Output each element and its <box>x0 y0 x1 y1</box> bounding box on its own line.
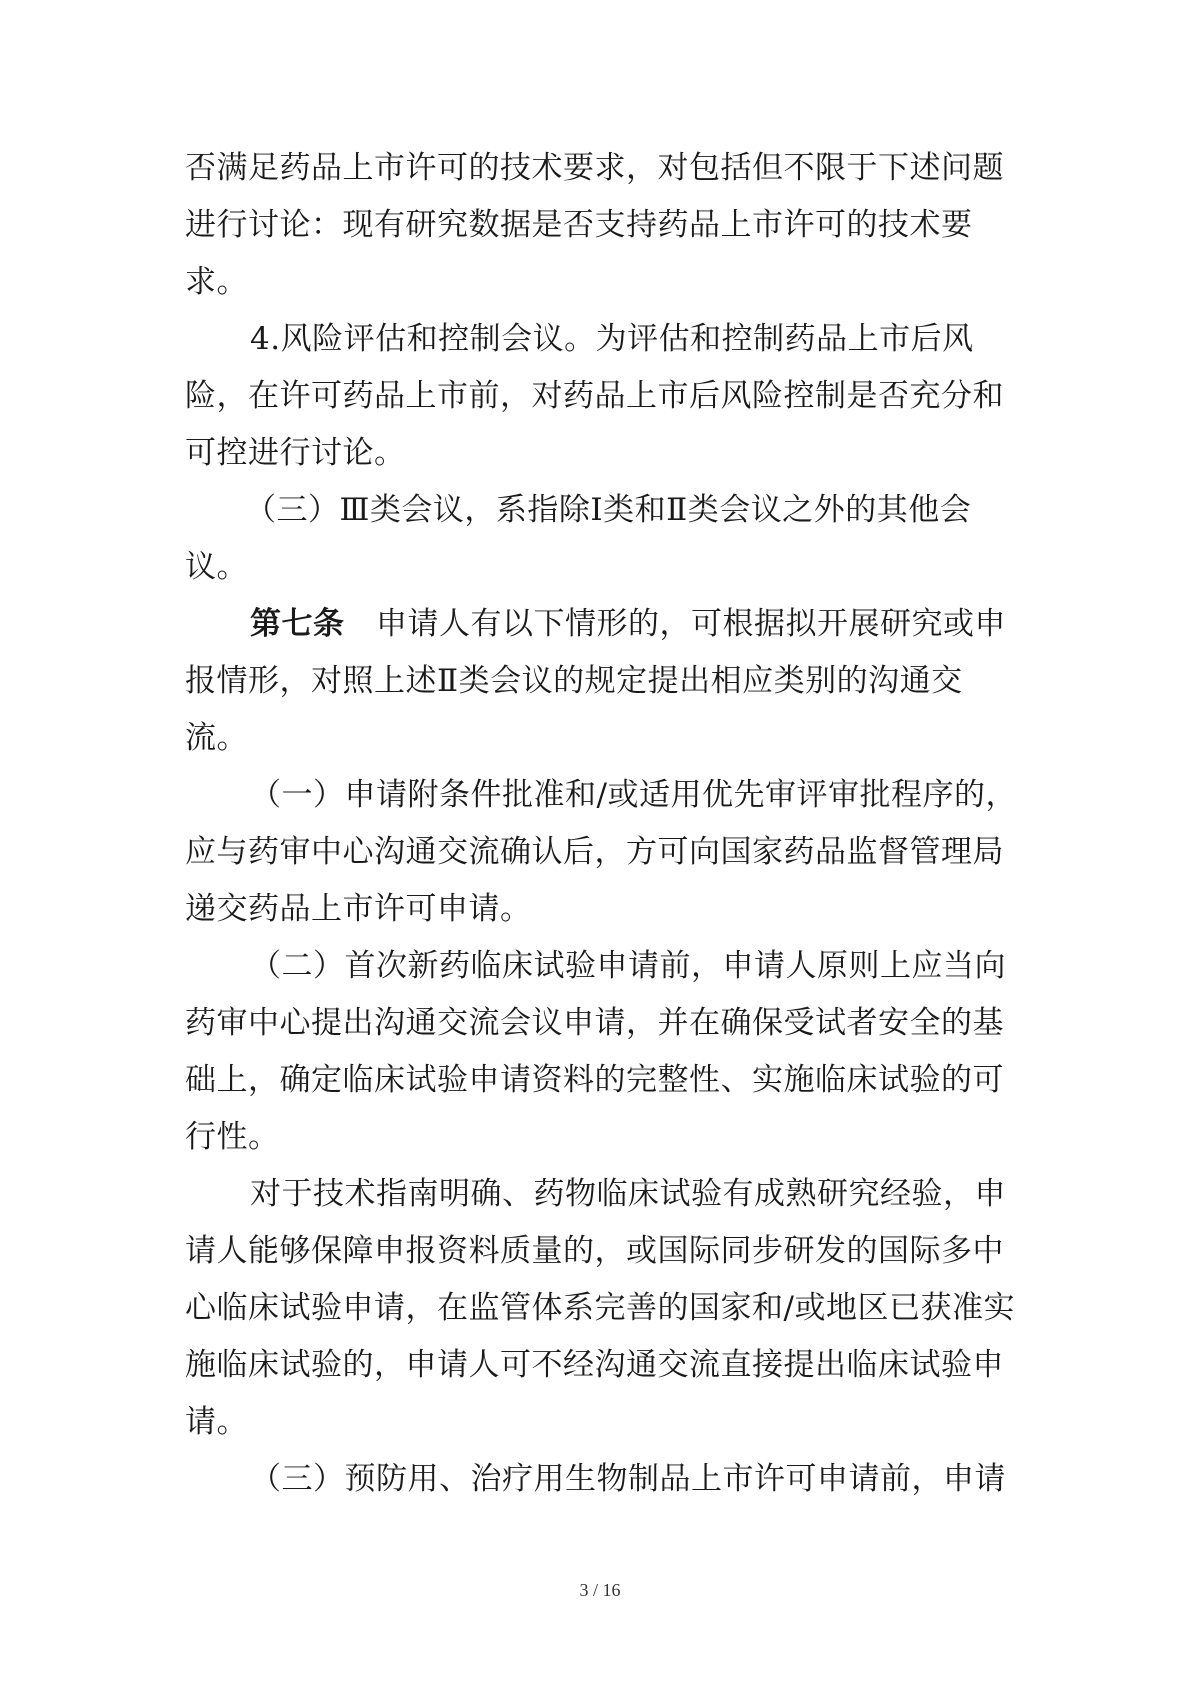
text-line: 药审中心提出沟通交流会议申请，并在确保受试者安全的基 <box>185 1005 1004 1041</box>
text-line: 可控进行讨论。 <box>185 435 406 471</box>
text-line: 求。 <box>185 264 248 300</box>
text-line: 请。 <box>185 1404 248 1440</box>
text-line: （三）预防用、治疗用生物制品上市许可申请前，申请 <box>250 1461 1006 1497</box>
text-line: 础上，确定临床试验申请资料的完整性、实施临床试验的可 <box>185 1062 1004 1098</box>
text-line: 报情形，对照上述Ⅱ类会议的规定提出相应类别的沟通交 <box>185 663 963 699</box>
text-line: 否满足药品上市许可的技术要求，对包括但不限于下述问题 <box>185 150 1004 186</box>
text-line: 施临床试验的，申请人可不经沟通交流直接提出临床试验申 <box>185 1347 1004 1383</box>
text-line: 对于技术指南明确、药物临床试验有成熟研究经验，申 <box>250 1176 1006 1212</box>
text-line: 流。 <box>185 720 248 756</box>
text-line: 心临床试验申请，在监管体系完善的国家和/或地区已获准实 <box>185 1290 1015 1326</box>
text-line: （三）Ⅲ类会议，系指除Ⅰ类和Ⅱ类会议之外的其他会 <box>245 492 972 528</box>
text-line: 请人能够保障申报资料质量的，或国际同步研发的国际多中 <box>185 1233 1004 1269</box>
text-line: （二）首次新药临床试验申请前，申请人原则上应当向 <box>250 948 1006 984</box>
text-span: 申请人有以下情形的，可根据拟开展研究或申 <box>344 606 1006 642</box>
article-line <box>250 604 1100 644</box>
text-line: 4.风险评估和控制会议。为评估和控制药品上市后风 <box>250 321 974 357</box>
text-line: 议。 <box>185 549 248 585</box>
text-line: 险，在许可药品上市前，对药品上市后风险控制是否充分和 <box>185 378 1004 414</box>
text-line: 进行讨论：现有研究数据是否支持药品上市许可的技术要 <box>185 207 973 243</box>
article-heading: 第七条 <box>250 606 345 642</box>
text-line: 应与药审中心沟通交流确认后，方可向国家药品监督管理局 <box>185 834 1004 870</box>
page-number: 3 / 16 <box>579 1580 621 1600</box>
text-line: （一）申请附条件批准和/或适用优先审评审批程序的， <box>250 777 1017 813</box>
text-line: 递交药品上市许可申请。 <box>185 891 532 927</box>
text-line: 行性。 <box>185 1119 280 1155</box>
